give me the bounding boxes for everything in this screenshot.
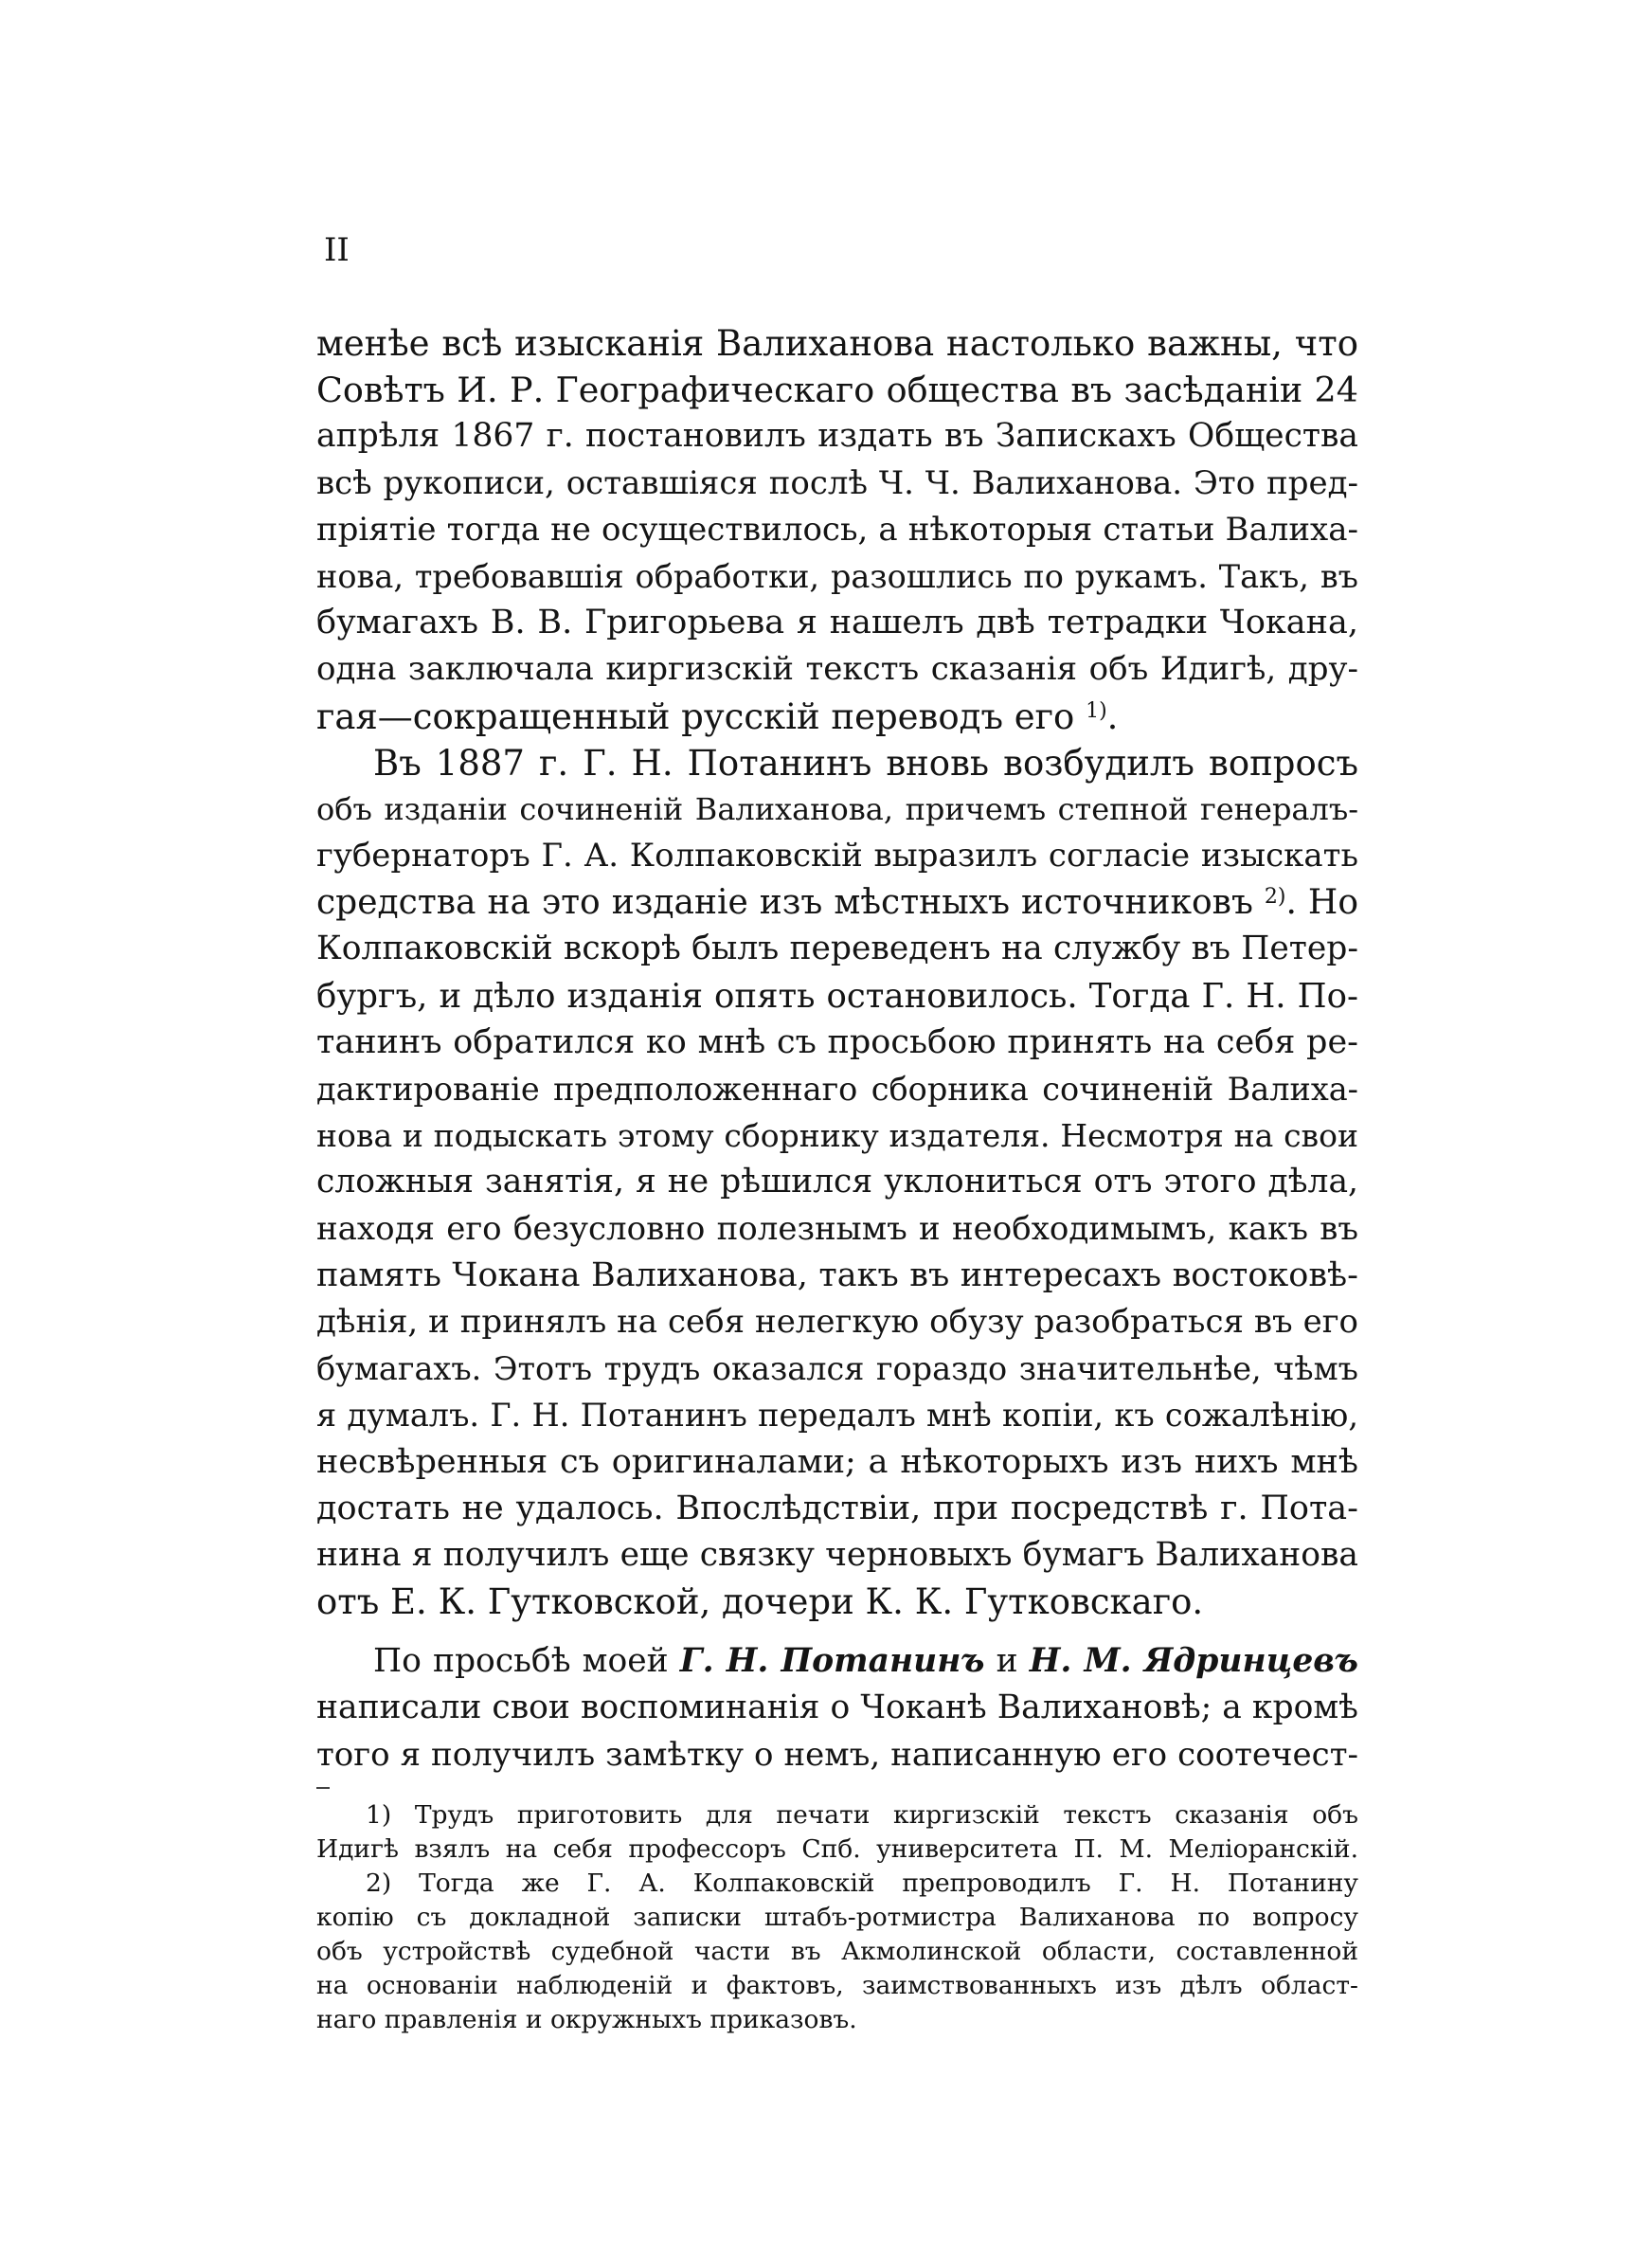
body-text: Но: [1307, 883, 1358, 923]
footnote-mark: 2): [366, 1869, 392, 1898]
author-name: Н. М. Ядринцевъ: [1029, 1642, 1359, 1681]
body-line: нова и подыскать этому сборнику издателя. Несмотря на свои: [316, 1117, 1358, 1155]
body-line: бургъ, и дѣло изданія опять остановилось. Тогда Г. Н. По-: [316, 976, 1358, 1016]
body-text: гая—сокращенный русскій переводъ его: [316, 695, 1075, 737]
body-text: средства на это изданіе изъ мѣстныхъ источниковъ: [316, 883, 1253, 923]
footnote-line: [316, 1867, 1358, 1901]
body-line: сложныя занятія, я не рѣшился уклониться отъ этого дѣла,: [316, 1163, 1358, 1201]
body-line: одна заключала киргизскій текстъ сказанія объ Идигѣ, дру-: [316, 650, 1358, 689]
body-line: средства на это изданіе изъ мѣстныхъ источниковъ $^{2)}$. Но: [316, 883, 1358, 923]
footnote-line: объ устройствѣ судебной части въ Акмолинской области, составленной: [316, 1937, 1358, 1966]
body-line: написали свои воспоминанія о Чоканѣ Валихановѣ; а кромѣ: [316, 1688, 1358, 1727]
body-text: По просьбѣ моей: [373, 1642, 669, 1681]
footnote-line: наго правленія и окружныхъ приказовъ.: [316, 2005, 857, 2034]
body-line: Колпаковскій вскорѣ былъ переведенъ на службу въ Петер-: [316, 930, 1358, 968]
body-line: бумагахъ В. В. Григорьева я нашелъ двѣ тетрадки Чокана,: [316, 604, 1358, 642]
body-line: объ изданіи сочиненій Валиханова, причемъ степной генералъ-: [316, 790, 1358, 827]
body-line: нова, требовавшія обработки, разошлись по рукамъ. Такъ, въ: [316, 557, 1358, 595]
footnote-ref-2: 2): [1264, 885, 1286, 910]
body-line: пріятіе тогда не осуществилось, а нѣкоторыя статьи Валиха-: [316, 510, 1358, 549]
body-line: бумагахъ. Этотъ трудъ оказался гораздо значительнѣе, чѣмъ: [316, 1350, 1358, 1388]
footnote-text: Трудъ приготовить для печати киргизскій текстъ сказанія объ: [414, 1800, 1358, 1830]
footnote-line: копію съ докладной записки штабъ-ротмистра Валиханова по вопросу: [316, 1903, 1358, 1932]
footnote-line: Идигѣ взялъ на себя профессоръ Спб. университета П. М. Меліоранскій.: [316, 1834, 1358, 1864]
footnote-line: [316, 1798, 1358, 1833]
page-number: II: [324, 231, 350, 269]
body-line: отъ Е. К. Гутковской, дочери К. К. Гутковскаго.: [316, 1581, 1204, 1623]
body-line: я думалъ. Г. Н. Потанинъ передалъ мнѣ копіи, къ сожалѣнію,: [316, 1397, 1358, 1435]
footnote-line: на основаніи наблюденій и фактовъ, заимствованныхъ изъ дѣлъ област-: [316, 1971, 1358, 2000]
body-line: несвѣренныя съ оригиналами; а нѣкоторыхъ изъ нихъ мнѣ: [316, 1442, 1358, 1481]
body-line: менѣе всѣ изысканія Валиханова настолько важны, что: [316, 323, 1358, 364]
body-line: нина я получилъ еще связку черновыхъ бумагъ Валиханова: [316, 1535, 1358, 1574]
body-line: гая—сокращенный русскій переводъ его $^{1)}$.: [316, 695, 1119, 737]
paragraph-start-line: [316, 1638, 1358, 1685]
body-line: находя его безусловно полезнымъ и необходимымъ, какъ въ: [316, 1209, 1358, 1248]
main-text: [316, 320, 1358, 1779]
paragraph-start-line: Въ 1887 г. Г. Н. Потанинъ вновь возбудилъ вопросъ: [373, 742, 1358, 784]
footnotes: [316, 1798, 1358, 2037]
body-line: достать не удалось. Впослѣдствіи, при посредствѣ г. Пота-: [316, 1489, 1358, 1527]
body-line: дактированіе предположеннаго сборника сочиненій Валиха-: [316, 1071, 1358, 1108]
body-line: губернаторъ Г. А. Колпаковскій выразилъ согласіе изыскать: [316, 837, 1358, 876]
body-line: всѣ рукописи, оставшіяся послѣ Ч. Ч. Валиханова. Это пред-: [316, 463, 1358, 502]
footnote-mark: 1): [366, 1800, 392, 1830]
footnote-ref-1: 1): [1086, 698, 1107, 723]
footnote-divider: [316, 1787, 330, 1789]
body-text: и: [996, 1642, 1018, 1681]
body-line: танинъ обратился ко мнѣ съ просьбою принять на себя ре-: [316, 1022, 1358, 1061]
body-line: Совѣтъ И. Р. Географическаго общества въ засѣданіи 24: [316, 370, 1358, 411]
body-line: апрѣля 1867 г. постановилъ издать въ Запискахъ Общества: [316, 417, 1358, 456]
author-name: Г. Н. Потанинъ: [679, 1642, 985, 1681]
footnote-text: Тогда же Г. А. Колпаковскій препроводилъ Г. Н. Потанину: [419, 1869, 1358, 1898]
body-line: того я получилъ замѣтку о немъ, написанную его соотечест-: [316, 1735, 1358, 1774]
body-line: память Чокана Валиханова, такъ въ интересахъ востоковѣ-: [316, 1255, 1358, 1294]
body-line: дѣнія, и принялъ на себя нелегкую обузу разобраться въ его: [316, 1302, 1358, 1341]
